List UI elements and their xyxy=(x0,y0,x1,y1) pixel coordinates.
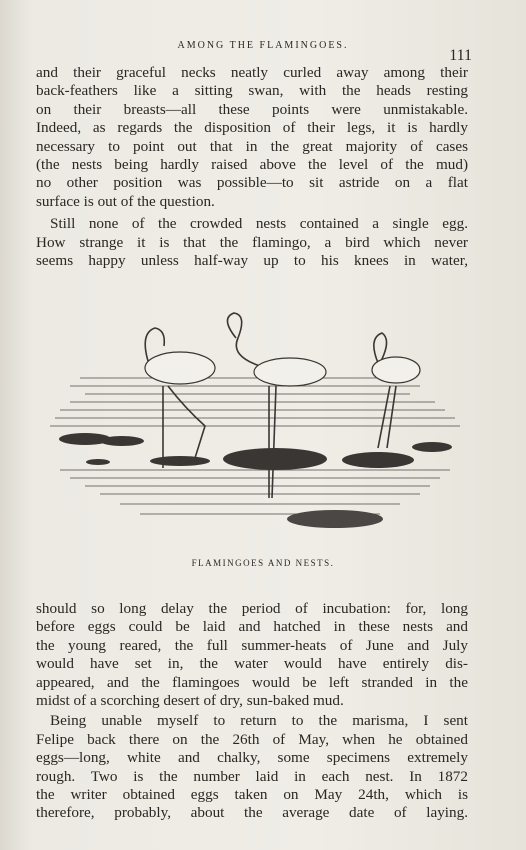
paragraph-top xyxy=(36,64,468,270)
figure-caption: FLAMINGOES AND NESTS. xyxy=(191,558,335,568)
text-line: seems happy unless half-way up to his knees in water, xyxy=(36,252,468,270)
text-line: no other position was possible—to sit astride on a flat xyxy=(36,174,468,192)
running-head: AMONG THE FLAMINGOES. xyxy=(177,40,349,51)
text-line: surface is out of the question. xyxy=(36,192,215,210)
text-line: rough. Two is the number laid in each nest. In 1872 xyxy=(36,767,468,785)
text-line: the writer obtained eggs taken on May 24th, which is xyxy=(36,786,468,804)
flamingoes-illustration xyxy=(40,308,470,538)
text-line: before eggs could be laid and hatched in these nests and xyxy=(36,618,468,636)
text-line: the young reared, the full summer-heats of June and July xyxy=(36,636,468,654)
paragraph-bottom xyxy=(36,600,468,823)
page-number: 111 xyxy=(449,47,472,64)
text-line: Still none of the crowded nests contained a single egg. xyxy=(50,215,468,233)
text-line: back-feathers like a sitting swan, with the heads resting xyxy=(36,82,468,100)
text-line: on their breasts—all these points were unmistakable. xyxy=(36,100,468,118)
text-line: should so long delay the period of incubation: for, long xyxy=(36,600,468,617)
text-line: necessary to point out that in the great majority of cases xyxy=(36,137,468,155)
text-line: appeared, and the flamingoes would be left stranded in the xyxy=(36,673,468,691)
text-line: therefore, probably, about the average date of laying. xyxy=(36,804,468,822)
text-line: would have set in, the water would have entirely dis- xyxy=(36,655,468,673)
text-line: Felipe back there on the 26th of May, when he obtained xyxy=(36,730,468,748)
text-line: How strange it is that the flamingo, a bird which never xyxy=(36,233,468,251)
text-line: and their graceful necks neatly curled away among their xyxy=(36,64,468,81)
text-line: Being unable myself to return to the marisma, I sent xyxy=(50,712,468,730)
text-line: eggs—long, white and chalky, some specimens extremely xyxy=(36,749,468,767)
text-line: Indeed, as regards the disposition of their legs, it is hardly xyxy=(36,119,468,137)
text-line: (the nests being hardly raised above the level of the mud) xyxy=(36,156,468,174)
text-line: midst of a scorching desert of dry, sun-baked mud. xyxy=(36,692,344,710)
